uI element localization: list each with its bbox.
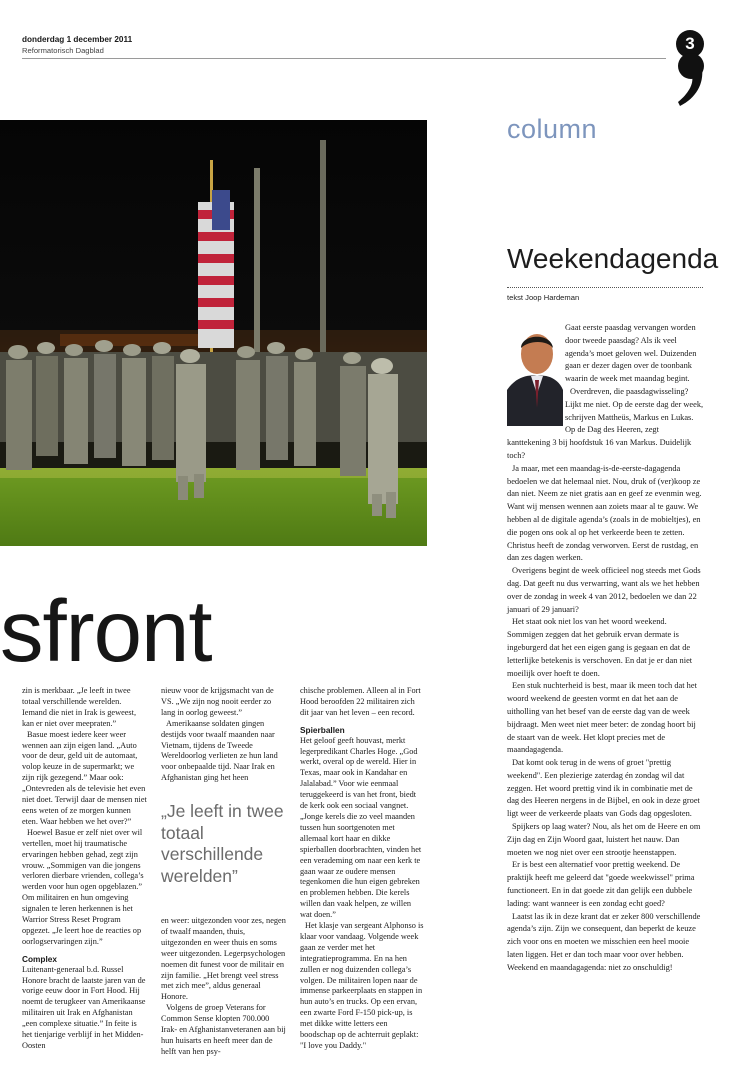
- article-paragraph: en weer: uitgezonden voor zes, negen of twaalf maanden, thuis, uitgezonden en weer thuis en soms weer uitgezonden. Legerpsychologen noemen dit funest voor de militair en zijn familie. „Het brengt veel stress met zich mee”, aldus generaal Honore.: [161, 916, 286, 1002]
- column-paragraph: Ja maar, met een maandag-is-de-eerste-dagagenda bedoelen we dat helemaal niet. Nou, druk of (ver)koop ze dan niet. Neem ze niet gratis aan en geef ze evenmin weg. Want wij mensen wennen aan zoiets maar al te gauw. We hebben al de digitale agenda’s (zoals in de mobieltjes), en die pogen ons ook al op het verkeerde been te zetten. Christus heeft de zondag verworven. Eerst de rustdag, en dan zes dagen werken.: [507, 463, 702, 563]
- article-paragraph: Het klasje van sergeant Alphonso is klaar voor vandaag. Volgende week gaan ze verder met het integratieprogramma. En na hen zullen er nog duizenden collega’s volgen. De militairen lopen naar de immense parkeerplaats en stappen in hun auto’s en trucks. Op een ervan, een zwarte Ford F-150 pick-up, is met dikke witte letters een boodschap op de achterruit geplakt: "I love you Daddy.": [300, 921, 424, 1050]
- column-paragraph: Een stuk nuchterheid is best, maar ik meen toch dat het woord weekend de geesten vormt en dat het aan de uitholling van het besef van de eerste dag van de week bijdraagt. Men weet niet meer beter: de zondag hoort bij de staart van de week. Het klopt precies met de maandagagenda.: [507, 681, 697, 755]
- article-paragraph: Het geloof geeft houvast, merkt legerpredikant Charles Hoge. „God werkt, overal op de wereld. Hier in Texas, maar ook in Kandahar en Jalalabad.” Voor wie eenmaal teruggekeerd is van het front, biedt de kerk ook een sociaal vangnet. „Jonge kerels die zo veel maanden tussen hun soortgenoten met allemaal kort haar en dikke spierballen doorbrachten, vinden het een verademing om naar een kerk te gaan waar ze oudere mensen tegenkomen die hun eigen gebreken en problemen hebben. Die kerels willen dan vaak helpen, ze willen wat doen.”: [300, 735, 422, 920]
- column-paragraph: Het staat ook niet los van het woord weekend. Sommigen zeggen dat het gebruik ervan dermate is ingeburgerd dat het een eigen gang is gegaan en dat de letterlijke betekenis is verschoven. En dat je er dan niet moeilijk over hoeft te doen.: [507, 617, 693, 678]
- article-paragraph: chische problemen. Alleen al in Fort Hood beroofden 22 militairen zich dit jaar van het leven – een record.: [300, 686, 421, 717]
- section-label: column: [507, 114, 598, 144]
- column-paragraph: Gaat eerste paasdag vervangen worden door tweede paasdag? Als ik veel agenda’s moet geloven wel. Duizenden gaan er dezer dagen over de toonbank waarin de week met maandag begint.: [565, 323, 697, 384]
- article-paragraph: Volgens de groep Veterans for Common Sense klopten 700.000 Irak- en Afghanistanveteranen aan bij hun huisarts en heeft meer dan de helft van hen psy-: [161, 1003, 286, 1056]
- article-column-3: [300, 686, 424, 1052]
- column-paragraph: Laatst las ik in deze krant dat er zeker 800 verschillende agenda’s zijn. Zijn we consequent, dan beperkt de keuze zich voor ons en moeten we misschien een heel mooie laten liggen. Het er dan toch maar voor over hebben. Weekend en maandagagenda: niet zo onschuldig!: [507, 911, 701, 972]
- column-paragraph: Dat komt ook terug in de wens of groet "prettig weekend". Een plezierige zaterdag én zondag wil dat zeggen. Het woord prettig vind ik in combinatie met de dag des Heeren nergens in de Bijbel, en ook in deze groet ligt weer de verkeerde plaats van Gods dag opgesloten.: [507, 758, 700, 819]
- newspaper-name: Reformatorisch Dagblad: [22, 46, 104, 55]
- article-paragraph: Amerikaanse soldaten gingen destijds voor twaalf maanden naar Vietnam, tijdens de Tweede Wereldoorlog verlieten ze hun land voor onbepaalde tijd. Naar Irak en Afghanistan ging het heen: [161, 718, 278, 783]
- article-paragraph: zin is merkbaar. „Je leeft in twee totaal verschillende werelden. Iemand die niet in Irak is geweest, kan er niet over meepraten.”: [22, 686, 137, 728]
- article-paragraph: Hoewel Basue er zelf niet over wil vertellen, moet hij traumatische ervaringen hebben gehad, zegt zijn vrouw. „Sommigen van die jongens verloren dierbare vrienden, collega’s werden voor hun ogen opgeblazen.” Om militairen en hun omgeving signalen te leren herkennen is het Warrior Stress Reset Program opgezet. „Je leert hoe de reacties op oorlogservaringen zijn.”: [22, 827, 144, 946]
- headline-fragment: sfront: [0, 583, 212, 680]
- column-headline: Weekendagenda: [507, 243, 719, 274]
- column-paragraph: Overdreven, die paasdagwisseling? Lijkt me niet. Op de eerste dag der week, schrijven Mattheüs, Markus en Lukas. Op de Dag des Heeren, zegt kanttekening 3 bij hoofdstuk 16 van Markus. Duidelijk toch?: [507, 386, 704, 460]
- portrait-spacer: [507, 322, 565, 426]
- soldiers-parade-photo: [0, 120, 427, 546]
- article-paragraph: nieuw voor de krijgsmacht van de VS. „We zijn nog nooit eerder zo lang in oorlog geweest.”: [161, 686, 274, 717]
- article-paragraph: Luitenant-generaal b.d. Russel Honore bracht de laatste jaren van de vorige eeuw door in Fort Hood. Hij noemt de terugkeer van Amerikaanse militairen uit Irak en Afghanistan „een complexe situatie.” In feite is het tienjarige verblijf in het Midden-Oosten: [22, 964, 146, 1050]
- article-subheading: Complex: [22, 953, 58, 964]
- header-divider: [22, 58, 666, 59]
- column-body: [507, 322, 704, 975]
- headline-divider: [507, 287, 703, 288]
- article-paragraph: Basue moest iedere keer weer wennen aan zijn eigen land. „Auto voor de deur, geld uit de automaat, volop keuze in de supermarkt; we zijn rijk gezegend.” Maar ook: „Ontevreden als de televisie het even niet doet. Terwijl daar de mensen niet eens weten of ze morgen kunnen eten. Waar hebben we het over?”: [22, 729, 147, 826]
- article-subheading: Spierballen: [300, 724, 345, 735]
- pull-quote: „Je leeft in twee totaal verschillende werelden”: [161, 801, 284, 886]
- byline: tekst Joop Hardeman: [507, 293, 580, 302]
- column-paragraph: Er is best een alternatief voor prettig weekend. De praktijk heeft me geleerd dat "goede weekwissel" prima functioneert. En in dat goede zit dan gelijk een dubbele lading: want wanneer is een zondag echt goed?: [507, 860, 695, 908]
- column-paragraph: Spijkers op laag water? Nou, als het om de Heere en om Zijn dag en Zijn Woord gaat, luistert het nauw. Dan moeten we nog niet over een strootje heenstappen.: [507, 822, 701, 857]
- issue-date: donderdag 1 december 2011: [22, 35, 133, 44]
- article-column-2-top: [161, 686, 286, 784]
- comma-logo-icon: [672, 52, 712, 108]
- article-column-2-bottom: [161, 916, 286, 1058]
- page-number-badge: 3: [676, 30, 704, 58]
- article-column-1: [22, 686, 147, 1052]
- column-paragraph: Overigens begint de week officieel nog steeds met Gods dag. Dat geeft nu dus verwarring, want als we het hebben over de zondag in week 4 van 2012, bedoelen we dan 22 januari of 29 januari?: [507, 566, 701, 614]
